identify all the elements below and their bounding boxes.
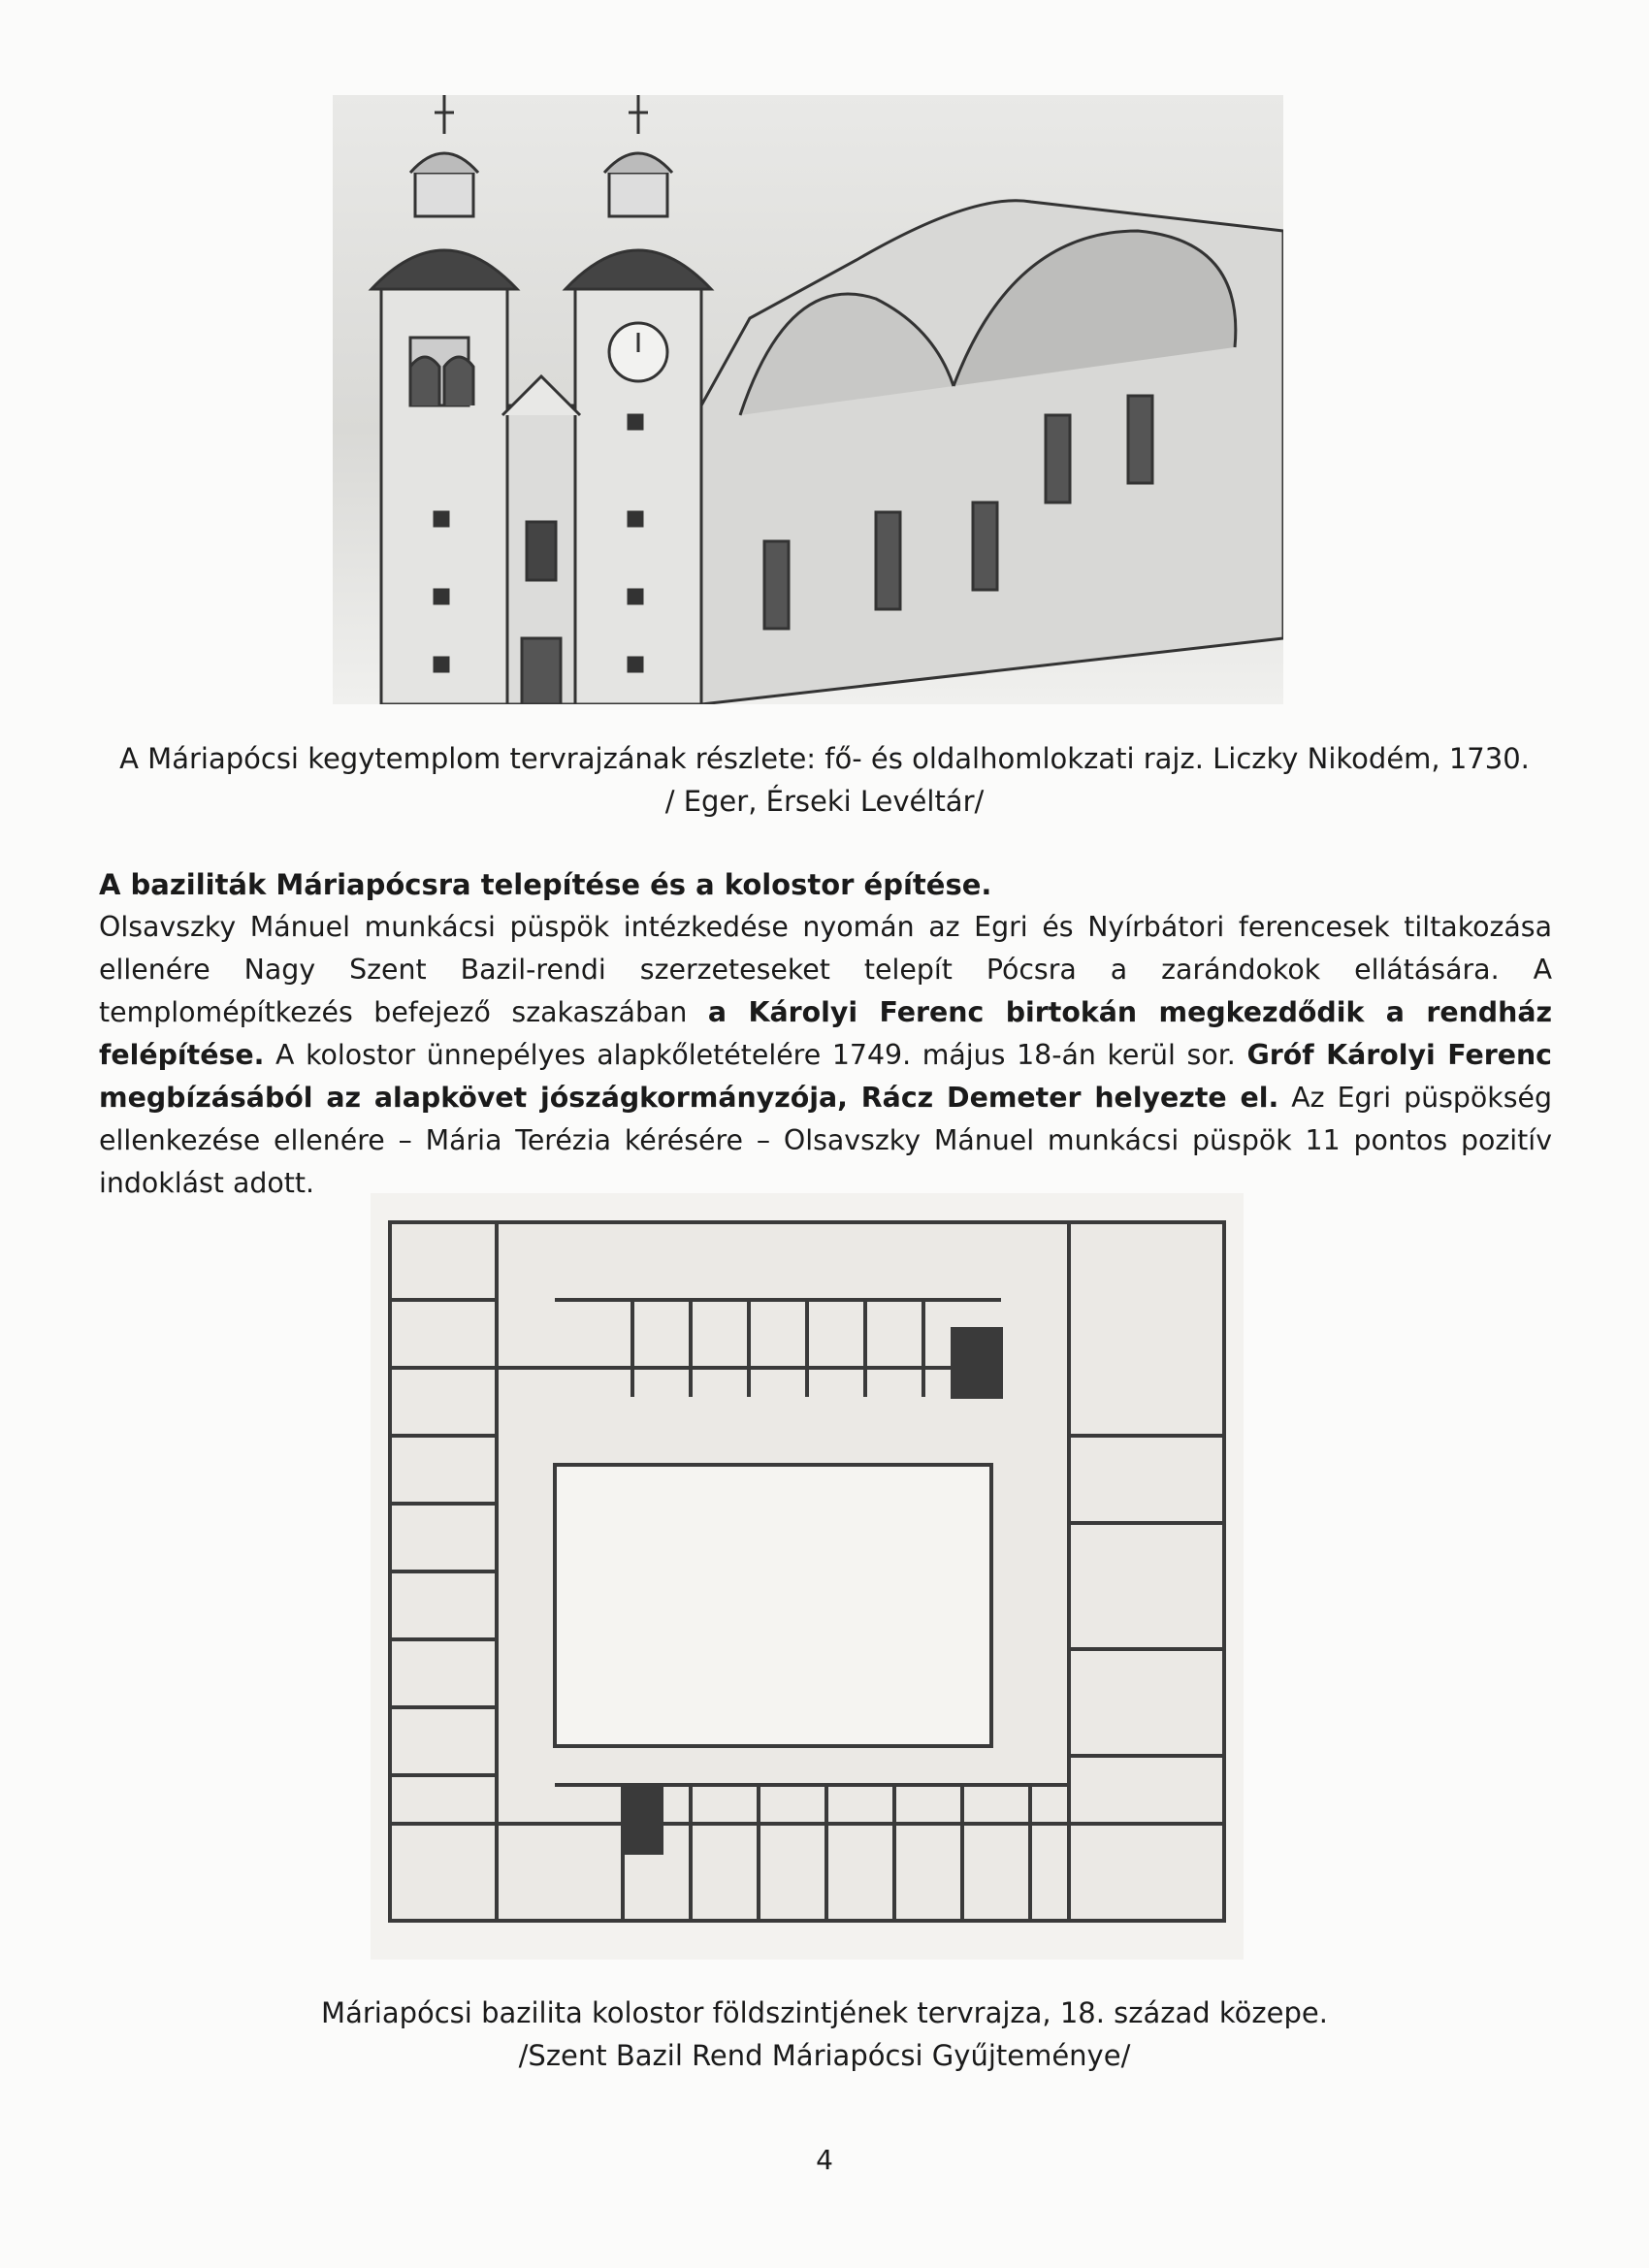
section-body xyxy=(99,863,1552,1205)
paragraph-bold-1: a Károlyi Ferenc birtokán megkezdődik a rendház felépítése. xyxy=(99,996,1553,1071)
floor-plan-icon xyxy=(371,1193,1244,1960)
paragraph-bold-2: Gróf Károlyi Ferenc megbízásából az alapkövet jószágkormányzója, Rácz Demeter helyezte el. xyxy=(99,1039,1553,1114)
figure2-caption-line2: /Szent Bazil Rend Máriapócsi Gyűjteménye/ xyxy=(518,2039,1131,2072)
section-paragraph xyxy=(99,906,1552,1205)
paragraph-text-3: Az Egri püspökség ellenkezése ellenére – Mária Terézia kérésére – Olsavszky Mánuel munkácsi püspök 11 pontos pozitív indoklást adott. xyxy=(99,1082,1552,1199)
section-heading: A baziliták Máriapócsra telepítése és a kolostor építése. xyxy=(99,868,992,901)
figure2-caption-line1: Máriapócsi bazilita kolostor földszintjének tervrajza, 18. század közepe. xyxy=(321,1996,1328,2029)
floor-plan-image xyxy=(371,1193,1244,1960)
paragraph-text-1: Olsavszky Mánuel munkácsi püspök intézkedése nyomán az Egri és Nyírbátori ferencesek tiltakozása ellenére Nagy Szent Bazil-rendi szerzeteseket telepít Pócsra a zarándokok ellátására. A templomépítkezés befejező szakaszában xyxy=(99,911,1552,1028)
figure2-caption xyxy=(0,1992,1649,2077)
figure1-caption-line2: / Eger, Érseki Levéltár/ xyxy=(664,785,985,818)
paragraph-text-2: A kolostor ünnepélyes alapkőletételére 1749. május 18-án kerül sor. xyxy=(264,1039,1247,1071)
page-number: 4 xyxy=(816,2144,833,2176)
church-elevation-image xyxy=(333,95,1283,704)
church-elevation-icon xyxy=(333,95,1283,704)
figure1-caption xyxy=(0,737,1649,823)
figure1-caption-line1: A Máriapócsi kegytemplom tervrajzának részlete: fő- és oldalhomlokzati rajz. Liczky Nikodém, 1730. xyxy=(119,742,1530,775)
